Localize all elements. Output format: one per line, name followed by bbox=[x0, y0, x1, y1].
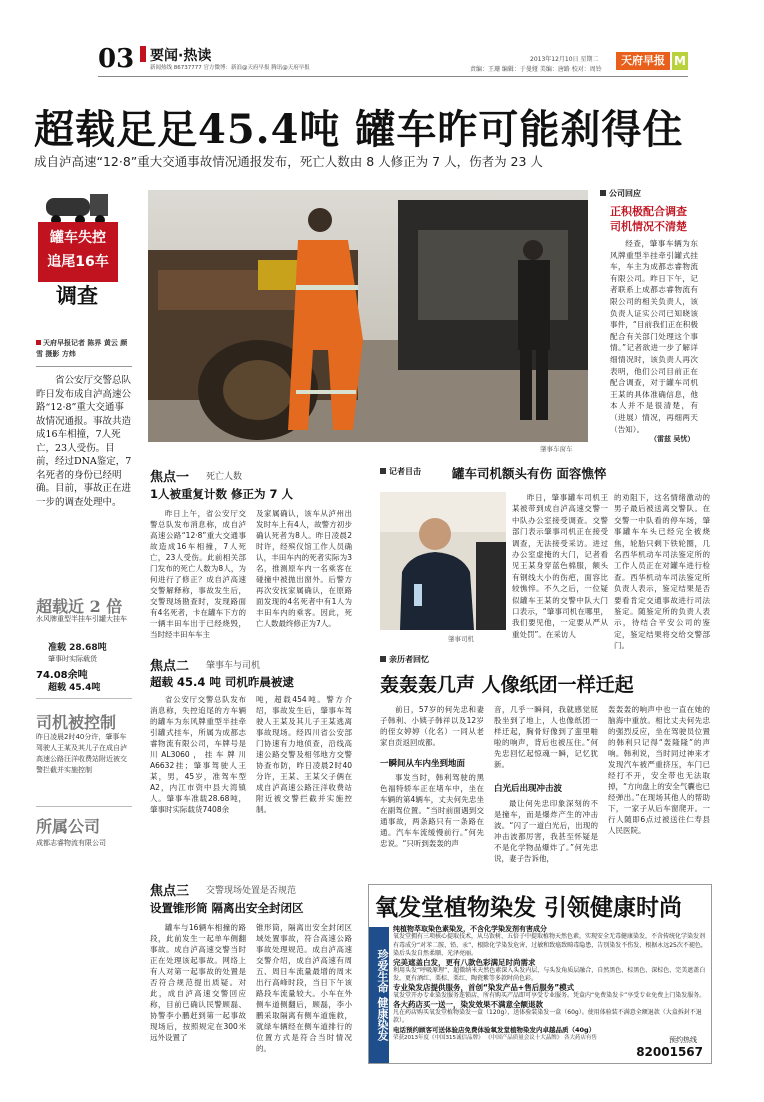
focus3-kicker: 交警现场处置是否规范 bbox=[206, 886, 297, 896]
witness-column-1: 昨日，肇事罐车司机王某被带到成自泸高速交警一中队办公室接受调查。交警部门表示肇事司机正在接受调查，无法接受采访。进过办公室虚掩的大门，记者看见王某身穿蓝色棉服，额头有钢线大小的伤疤，面容比较憔悴。不久之后，一位疑似罐车王某的交警中队大门口表示，“肇事司机在哪里，我们要见他，一定要从严从重处罚”。在采访人 bbox=[512, 493, 608, 639]
ad-point-1: 纯植物萃取染色素染发，不含化学染发剂有害成分 bbox=[393, 925, 547, 933]
focus3-column-1: 罐车与16辆车相撞的路段，此前发生一起单车侧翻事故。成自泸高速交警当时正在处理该起事故。网络上有人对第一起事故的处置是否符合规范提出质疑。对此，成自泸高速交警回应称，目前已确认民警顾磊、协警李小鹏赶到第一起事故现场后，按照规定在300米远外设置了 bbox=[150, 923, 246, 1042]
photo-caption: 肇事车窗车 bbox=[540, 445, 573, 453]
ad-point-5: 电话预约顾客可送体验店免费体验氧发堂植物染发内卓越品质（40g） bbox=[393, 1025, 596, 1034]
tag-square-icon bbox=[380, 468, 386, 474]
accident-scene-photo bbox=[148, 190, 588, 442]
badge-subtitle: 调查 bbox=[56, 283, 98, 308]
recall-subhead-1: 一瞬间从车内坐到地面 bbox=[380, 759, 466, 769]
recall-column-3: 轰轰轰的响声中也一直在她的脑海中重放。相比丈夫何先忠的强烈反应，坐在驾驶员位置的韩利只记得“轰隆隆”的声响。韩利说，当时同过神来才发现汽车被严重挤压，车门已经打不开，安全带也无法取掉，“方向盘上的安全气囊也已经弹出。”在现场其他人的帮助下，一家子从后车窗爬开。一行人随即6点过被送往仁寿县人民医院。 bbox=[608, 705, 710, 835]
header-rule bbox=[98, 76, 688, 77]
focus2-title: 超载 45.4 吨 司机昨晨被逮 bbox=[150, 675, 294, 689]
focus2-kicker: 肇事车与司机 bbox=[206, 661, 261, 671]
ad-box bbox=[368, 884, 712, 1064]
recall-column-2b: 最让何先忠印象深刻的不是撞车，而是爆炸产生的冲击波。“闪了一道白光后，出现的冲击波都厉害，我甚至怀疑是不是化学物品爆炸了。”何先忠说，妻子告诉他， bbox=[494, 799, 598, 863]
ad-point-3: 专业染发店提供服务，首创“染发产品+售后服务”模式 bbox=[393, 982, 575, 992]
section-name: 要闻·热读 bbox=[150, 48, 212, 64]
recall-subhead-2: 白光后出现冲击波 bbox=[494, 784, 563, 794]
byline-square-icon bbox=[36, 340, 41, 345]
tag-square-icon bbox=[600, 190, 606, 196]
recall-title: 轰轰轰几声 人像纸团一样迁起 bbox=[380, 674, 634, 696]
tag-square-icon bbox=[380, 656, 386, 662]
company-response-tag-label: 公司回应 bbox=[609, 189, 641, 198]
witness-tag bbox=[380, 466, 421, 477]
recall-column-2a: 音，几乎一瞬间，我就感觉屁股坐到了地上，人也像纸团一样迁起，胸骨好像到了蛮里啪啦的响声，背后也被压住。”何先忠回忆起惊魂一瞬，记忆犹新。 bbox=[494, 705, 598, 769]
driver-title: 司机被控制 bbox=[36, 713, 117, 732]
ad-paragraph-2: 利用头发“呼吸原理”，超微纳米天然色素深入头发内层，与头发角质层融合，自然黑色、棕黑色、深棕色、完美遮盖白发，更有酒红、栗棕、栗红、陶瓷紫等多款时尚色彩。 bbox=[393, 967, 706, 983]
focus1-label: 焦点一 bbox=[150, 470, 190, 485]
sidebar-rule-2 bbox=[36, 806, 132, 807]
ad-side-banner bbox=[369, 927, 389, 1063]
ad-paragraph-4: 凡在药店购买氧发堂植物染发一盒（120g），送体验装染发一盒（60g）。使用体验装不满意全额退款（大盒拆封不退款）。 bbox=[393, 1009, 702, 1025]
hotline-info: 新闻热线 86737777 官方微博：新浪@天府早报 腾讯@天府早报 bbox=[150, 65, 310, 71]
witness-tag-label: 记者目击 bbox=[389, 467, 421, 476]
byline bbox=[36, 338, 132, 360]
overload-actual: 74.08余吨 bbox=[36, 670, 88, 681]
ad-footer: 荣获2013年度《中国315诚信品牌》 《中国产品质量会议十大品牌》 各大药店有售 bbox=[393, 1035, 597, 1042]
brand-logo bbox=[616, 52, 670, 70]
issue-date: 2013年12月10日 星期二 bbox=[530, 56, 599, 63]
lead-paragraph: 省公安厅交警总队昨日发布成自泸高速公路“12·8”重大交通事故情况通报。事故共造成16车相撞，7人死亡，23人受伤。目前，经过DNA鉴定，7名死者的身份已经明确。目前，事故正在进一步的调查处理中。 bbox=[36, 375, 132, 508]
byline-text: 天府早报记者 陈界 黄云 颜雪 摄影 方炜 bbox=[36, 339, 128, 358]
company-response-tag bbox=[600, 188, 641, 199]
overload-actual-label: 肇事时实际载货 bbox=[48, 655, 97, 663]
focus2-column-1: 省公安厅交警总队发布消息称，失控追尾的方车辆的罐车为东风牌重型半挂牵引罐式挂车，所属为成都志睿物流有限公司，车牌号是川AL3060，挂车牌川A6632挂；肇事驾驶人王某，男，45岁，准驾车型A2，内江市资中县大湾镇人。肇事车准载28.68吨，肇事时实际载货7408余 bbox=[150, 695, 246, 814]
badge-line-2: 追尾16车 bbox=[47, 254, 109, 270]
section-marker-icon bbox=[140, 46, 146, 62]
recall-column-1b: 事发当时，韩利驾驶的黑色福特轿车正在堵车中，坐在车辆的第4辆车，丈夫何先忠坐在副驾位置。“当时前面遇到交通事故，两条路只有一条路在通。汽车车流缓慢前行。”何先忠说。“只听到轰轰的声 bbox=[380, 773, 484, 848]
focus3-title: 设置锥形筒 隔离出安全封闭区 bbox=[150, 901, 304, 915]
overload-limit: 准载 28.68吨 bbox=[48, 643, 107, 653]
ad-paragraph-3: 氧发堂开办专业染发服务连锁店，所有购买产品即可享受专业服务。凭盒内“免费染发卡”享受专业免费上门染发服务。 bbox=[393, 992, 706, 1000]
ad-paragraph-1: 氧发堂拥有三项核心提取技术，从乌饭树、五倍子中提取植物天然色素，实现安全无毒健康染发，不含传统化学染发剂有毒成分“对苯二胺、铅、汞”，根除化学染发危害，过敏和致癌致畸毒隐患，告别染发不伤发、根据永远25次不褪色，染后头发自然柔顺、光泽亮丽。 bbox=[393, 933, 707, 958]
company-response-title: 正积极配合调查 司机情况不清楚 bbox=[610, 205, 687, 233]
main-headline: 超载足足45.4吨 罐车昨可能刹得住 bbox=[34, 106, 684, 153]
ad-hotline: 82001567 bbox=[636, 1045, 703, 1059]
recall-tag bbox=[380, 654, 429, 665]
ad-side-text: 珍爱生命 健康染发 bbox=[376, 949, 389, 1041]
overload-vehicle: 水风牌重型半挂车引罐大挂车 bbox=[36, 615, 127, 623]
driver-photo-caption: 肇事司机 bbox=[448, 635, 474, 643]
driver-text: 昨日凌晨2时40分许，肇事车驾驶人王某及其儿子在成自泸高速公路汪洋收费站附近被交警拦截并实施控制 bbox=[36, 733, 127, 774]
feature-badge bbox=[38, 222, 118, 282]
page-number: 03 bbox=[98, 44, 135, 74]
overload-title: 超载近 2 倍 bbox=[36, 597, 123, 616]
company-text: 成都志睿物流有限公司 bbox=[36, 839, 106, 847]
focus1-kicker: 死亡人数 bbox=[206, 472, 243, 482]
witness-title: 罐车司机额头有伤 面容憔悴 bbox=[452, 466, 607, 481]
company-title: 所属公司 bbox=[36, 817, 101, 836]
byline-rule bbox=[36, 366, 132, 367]
company-response-text: 经查，肇事车辆为东风牌重型半挂牵引罐式挂车，车主为成都志睿物流有限公司。昨日下午，记者联系上成都志睿物流有限公司的相关负责人，该负责人证实公司已知晓该事件，“目前我们正在积极配合有关部门处理这个事情。”记者欲进一步了解详细情况时，该负责人再次表明，他们公司目前正在配合调查，对于罐车司机王某的具体准确信息，他本人并不是很清楚，有（进展）情况，再细两天（告知）。 bbox=[610, 239, 698, 434]
focus1-column-1: 昨日上午，省公安厅交警总队发布消息称，成自泸高速公路“12·8”重大交通事故造成16车相撞，7人死亡，23人受伤。此前相关部门发布的死亡人数为8人，为何进行了修正？成自泸高速交警解释称，事故发生后，交警现场勘查时，发现路面有4名死者，卡在罐车下方的一辆丰田车出于已经烧毁，当时经丰田车车主 bbox=[150, 509, 246, 639]
recall-tag-label: 亲历者回忆 bbox=[389, 655, 429, 664]
focus3-column-2: 锥形筒，隔离出安全封闭区域处置事故，符合高速公路事故处理规范。成自泸高速交警介绍，成自泸高速有周五、周日车流量最增的周末出行高峰时段，当日下午该路段车流量较大。小车在外侧车道侧翻后，顾磊，李小鹏采取隔离有侧车道施救，就绿车辆经在侧车道排行的位置方式是符合当时情况的。 bbox=[256, 923, 352, 1053]
ad-title: 氧发堂植物染发 引领健康时尚 bbox=[375, 894, 683, 921]
driver-photo bbox=[380, 492, 506, 630]
sidebar-rule-1 bbox=[36, 698, 132, 699]
ad-hotline-label: 预约热线 bbox=[669, 1036, 697, 1044]
focus2-column-2: 吨，超载454吨。警方介绍，事故发生后，肇事车驾驶人王某及其儿子王某逃离事故现场。经四川省公安部门协速有力地侦查，沿线高速公路交警及相邻地方交警协查布防，昨日凌晨2时40分许，王某、王某父子俩在成自泸高速公路汪洋收费站附近被交警拦截并实施控制。 bbox=[256, 695, 352, 814]
focus2-label: 焦点二 bbox=[150, 659, 190, 674]
ad-point-4: 各大药店买一送一，染发效果不满意全额退款 bbox=[393, 999, 543, 1009]
witness-column-2: 的劝阻下，这名情绪激动的男子最后被送离交警队。在交警一中队看的停车场，肇事罐车车头已经完全被烧焦，轮胎只剩下铁轮圈，几名西华机动车司法鉴定所的工作人员正在对罐车进行检查。西华机动车司法鉴定所负责人表示，鉴定结果是否要看肯定交通事故进行司法鉴定。随鉴定所的负责人表示，待结合平安公司的鉴定，鉴定结果将交给交警部门。 bbox=[614, 493, 710, 651]
brand-name: 天府早报 bbox=[621, 54, 665, 67]
focus3-label: 焦点三 bbox=[150, 884, 190, 899]
company-response-reporters: （雷兹 吴忧） bbox=[650, 435, 695, 443]
recall-column-1a: 前日，57岁的何先忠和妻子韩利、小姨子韩祥以及12岁的侄女婷婷（化名）一同从老家自贡返回成都。 bbox=[380, 705, 484, 747]
overload-amount: 超载 45.4吨 bbox=[48, 683, 101, 693]
editor-credits: 责编：王珊 编辑：于曼娅 美编：唐路 校对：周铃 bbox=[470, 66, 602, 73]
brand-m-icon: M bbox=[672, 52, 688, 70]
ad-point-2: 完美遮盖白发，更有八款色彩满足时尚需求 bbox=[393, 957, 536, 967]
badge-line-1: 罐车失控 bbox=[50, 230, 106, 246]
focus1-title: 1人被重复计数 修正为 7 人 bbox=[150, 487, 294, 501]
sub-headline: 成自泸高速“12·8”重大交通事故情况通报发布，死亡人数由 8 人修正为 7 人，伤者为 23 人 bbox=[34, 154, 543, 169]
focus1-column-2: 及家属确认，该车从泸州出发时车上有4人，故警方初步确认死者为8人。昨日凌晨2时许，经殡仪馆工作人员确认，丰田车内的死者实际为3名，推测原车内一名乘客在碰撞中被抛出窗外。后警方再次安抚家属确认，在原路面发现的4名死者中有1人为丰田车内的乘客。因此，死亡人数最终修正为7人。 bbox=[256, 509, 352, 628]
